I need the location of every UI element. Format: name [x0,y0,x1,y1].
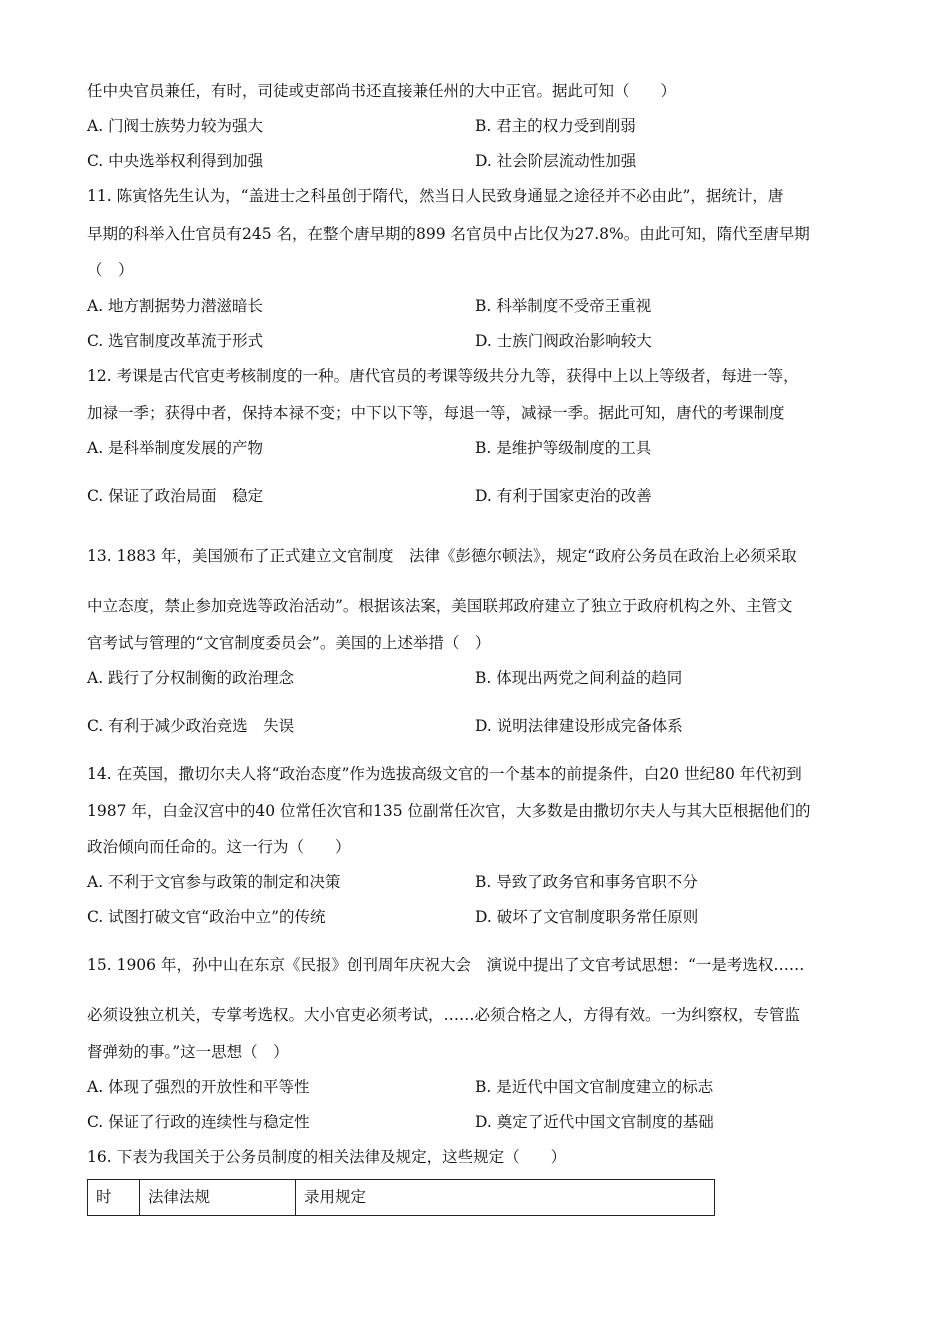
q14-option-d: D. 破坏了文官制度职务常任原则 [475,908,699,926]
q10-option-d: D. 社会阶层流动性加强 [475,152,637,170]
q13-option-d: D. 说明法律建设形成完备体系 [475,717,683,735]
q13-stem-line-3: 官考试与管理的“文官制度委员会”。美国的上述举措（ ） [87,634,491,652]
q12-option-b: B. 是维护等级制度的工具 [475,439,652,457]
q16-table-header-row [87,1179,715,1216]
q10-option-c: C. 中央选举权利得到加强 [87,152,264,170]
q15-stem-line-3: 督弹劾的事。”这一思想（ ） [87,1043,289,1061]
q11-option-b: B. 科举制度不受帝王重视 [475,297,652,315]
table-header-time: 时 [88,1180,140,1215]
q14-stem-line-2: 1987 年，白金汉宫中的40 位常任次官和135 位副常任次官，大多数是由撒切尔夫人与其大臣根据他们的 [87,802,811,820]
q12-stem-line-1: 12. 考课是古代官吏考核制度的一种。唐代官员的考课等级共分九等，获得中上以上等级者，每进一等， [87,367,799,385]
q11-stem-line-3: （ ） [87,261,134,279]
q11-stem-line-2: 早期的科举入仕官员有245 名，在整个唐早期的899 名官员中占比仅为27.8%。由此可知，隋代至唐早期 [87,225,810,243]
q10-option-b: B. 君主的权力受到削弱 [475,117,636,135]
q10-continuation: 任中央官员兼任，有时，司徒或吏部尚书还直接兼任州的大中正官。据此可知（ ） [87,82,677,100]
q14-stem-line-1: 14. 在英国，撒切尔夫人将“政治态度”作为选拔高级文官的一个基本的前提条件，白20 世纪80 年代初到 [87,765,802,783]
q15-stem-line-2: 必须设独立机关，专掌考选权。大小官吏必须考试，……必须合格之人，方得有效。一为纠察权，专管监 [87,1006,801,1024]
table-header-rules: 录用规定 [304,1188,367,1206]
q14-option-c: C. 试图打破文官“政治中立”的传统 [87,908,326,926]
q12-option-c: C. 保证了政治局面 稳定 [87,487,264,505]
q12-option-d: D. 有利于国家吏治的改善 [475,487,652,505]
q11-option-a: A. 地方割据势力潜滋暗长 [87,297,264,315]
q14-option-b: B. 导致了政务官和事务官职不分 [475,873,698,891]
q15-stem-line-1: 15. 1906 年，孙中山在东京《民报》创刊周年庆祝大会 演说中提出了文官考试思想：“一是考选权…… [87,956,805,974]
q11-option-c: C. 选官制度改革流于形式 [87,332,264,350]
q14-option-a: A. 不利于文官参与政策的制定和决策 [87,873,341,891]
q11-stem-line-1: 11. 陈寅恪先生认为，“盖进士之科虽创于隋代，然当日人民致身通显之途径并不必由此”，据统计，唐 [87,187,784,205]
q15-option-a: A. 体现了强烈的开放性和平等性 [87,1078,310,1096]
q13-stem-line-2: 中立态度，禁止参加竞选等政治活动”。根据该法案，美国联邦政府建立了独立于政府机构之外、主管文 [87,597,793,615]
q15-option-b: B. 是近代中国文官制度建立的标志 [475,1078,714,1096]
q11-option-d: D. 士族门阀政治影响较大 [475,332,652,350]
q14-stem-line-3: 政治倾向而任命的。这一行为（ ） [87,838,351,856]
q13-option-b: B. 体现出两党之间利益的趋同 [475,669,683,687]
q15-option-c: C. 保证了行政的连续性与稳定性 [87,1113,310,1131]
q12-option-a: A. 是科举制度发展的产物 [87,439,264,457]
q12-stem-line-2: 加禄一季；获得中者，保持本禄不变；中下以下等，每退一等，减禄一季。据此可知，唐代的考课制度 [87,404,785,422]
q15-option-d: D. 奠定了近代中国文官制度的基础 [475,1113,714,1131]
q13-stem-line-1: 13. 1883 年，美国颁布了正式建立文官制度 法律《彭德尔顿法》，规定“政府公务员在政治上必须采取 [87,547,797,565]
table-header-laws: 法律法规 [140,1180,296,1215]
q10-option-a: A. 门阀士族势力较为强大 [87,117,264,135]
q16-stem: 16. 下表为我国关于公务员制度的相关法律及规定，这些规定（ ） [87,1148,567,1166]
q13-option-c: C. 有利于减少政治竞选 失误 [87,717,295,735]
q13-option-a: A. 践行了分权制衡的政治理念 [87,669,295,687]
